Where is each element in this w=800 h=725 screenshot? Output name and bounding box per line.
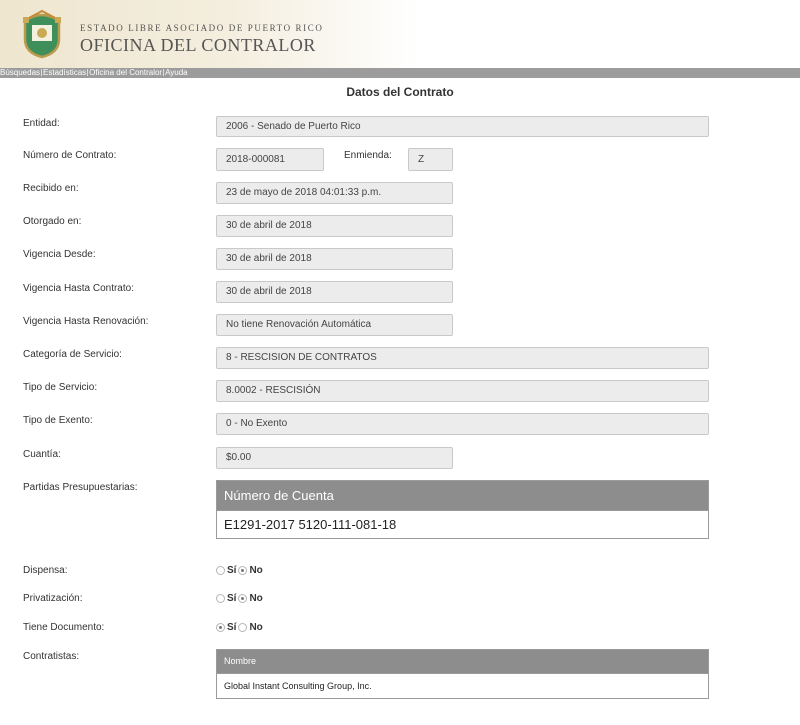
- nav-link-ayuda[interactable]: Ayuda: [165, 68, 188, 77]
- recibido-label: Recibido en:: [23, 183, 79, 194]
- entidad-field[interactable]: 2006 - Senado de Puerto Rico: [216, 116, 709, 137]
- seal-logo-icon[interactable]: [17, 7, 67, 59]
- nav-bar: [0, 68, 800, 78]
- tiene-documento-label: Tiene Documento:: [23, 622, 105, 633]
- tipo-exento-label: Tipo de Exento:: [23, 415, 93, 426]
- enmienda-label: Enmienda:: [344, 150, 392, 161]
- partidas-header: Número de Cuenta: [217, 481, 708, 510]
- tiene-documento-no-radio[interactable]: [238, 623, 247, 632]
- contratistas-table: [216, 649, 709, 699]
- partidas-label: Partidas Presupuestarias:: [23, 482, 138, 493]
- privatizacion-no-radio[interactable]: [238, 594, 247, 603]
- categoria-servicio-field[interactable]: 8 - RESCISION DE CONTRATOS: [216, 347, 709, 369]
- contratistas-header: Nombre: [217, 650, 708, 673]
- tiene-documento-no-label: No: [249, 622, 263, 633]
- contratistas-label: Contratistas:: [23, 651, 80, 662]
- privatizacion-si-radio[interactable]: [216, 594, 225, 603]
- table-row: E1291-2017 5120-111-081-18: [217, 510, 708, 538]
- vigencia-desde-field[interactable]: 30 de abril de 2018: [216, 248, 453, 270]
- partidas-table: [216, 480, 709, 539]
- tipo-exento-field[interactable]: 0 - No Exento: [216, 413, 709, 435]
- otorgado-label: Otorgado en:: [23, 216, 82, 227]
- privatizacion-label: Privatización:: [23, 593, 83, 604]
- nav-separator: [87, 69, 88, 76]
- nav-separator: [163, 69, 164, 76]
- privatizacion-radio-group: [216, 593, 265, 604]
- categoria-servicio-label: Categoría de Servicio:: [23, 349, 122, 360]
- vigencia-renovacion-field[interactable]: No tiene Renovación Automática: [216, 314, 453, 336]
- nav-link-busquedas[interactable]: Búsquedas: [0, 68, 41, 77]
- nav-separator: [41, 69, 42, 76]
- tipo-servicio-field[interactable]: 8.0002 - RESCISIÓN: [216, 380, 709, 402]
- org-subtitle: ESTADO LIBRE ASOCIADO DE PUERTO RICO: [80, 23, 324, 33]
- nav-link-oficina[interactable]: Oficina del Contralor: [89, 68, 163, 77]
- table-row: Global Instant Consulting Group, Inc.: [217, 673, 708, 698]
- privatizacion-si-label: Sí: [227, 593, 237, 604]
- vigencia-desde-label: Vigencia Desde:: [23, 249, 96, 260]
- org-title: OFICINA DEL CONTRALOR: [80, 35, 316, 55]
- cuantia-label: Cuantía:: [23, 449, 61, 460]
- dispensa-si-label: Sí: [227, 565, 237, 576]
- tiene-documento-radio-group: [216, 622, 265, 633]
- enmienda-field[interactable]: Z: [408, 148, 453, 171]
- cuantia-field[interactable]: $0.00: [216, 447, 453, 469]
- nav-link-estadisticas[interactable]: Estadísticas: [43, 68, 87, 77]
- tiene-documento-si-label: Sí: [227, 622, 237, 633]
- otorgado-field[interactable]: 30 de abril de 2018: [216, 215, 453, 237]
- dispensa-label: Dispensa:: [23, 565, 68, 576]
- vigencia-hasta-label: Vigencia Hasta Contrato:: [23, 283, 134, 294]
- dispensa-no-label: No: [249, 565, 263, 576]
- vigencia-renovacion-label: Vigencia Hasta Renovación:: [23, 316, 149, 327]
- tipo-servicio-label: Tipo de Servicio:: [23, 382, 98, 393]
- dispensa-si-radio[interactable]: [216, 566, 225, 575]
- dispensa-radio-group: [216, 565, 265, 576]
- privatizacion-no-label: No: [249, 593, 263, 604]
- recibido-field[interactable]: 23 de mayo de 2018 04:01:33 p.m.: [216, 182, 453, 204]
- numero-contrato-field[interactable]: 2018-000081: [216, 148, 324, 171]
- page-title: Datos del Contrato: [346, 85, 454, 99]
- site-header: [0, 0, 800, 68]
- entidad-label: Entidad:: [23, 118, 60, 129]
- tiene-documento-si-radio[interactable]: [216, 623, 225, 632]
- vigencia-hasta-field[interactable]: 30 de abril de 2018: [216, 281, 453, 303]
- dispensa-no-radio[interactable]: [238, 566, 247, 575]
- numero-contrato-label: Número de Contrato:: [23, 150, 117, 161]
